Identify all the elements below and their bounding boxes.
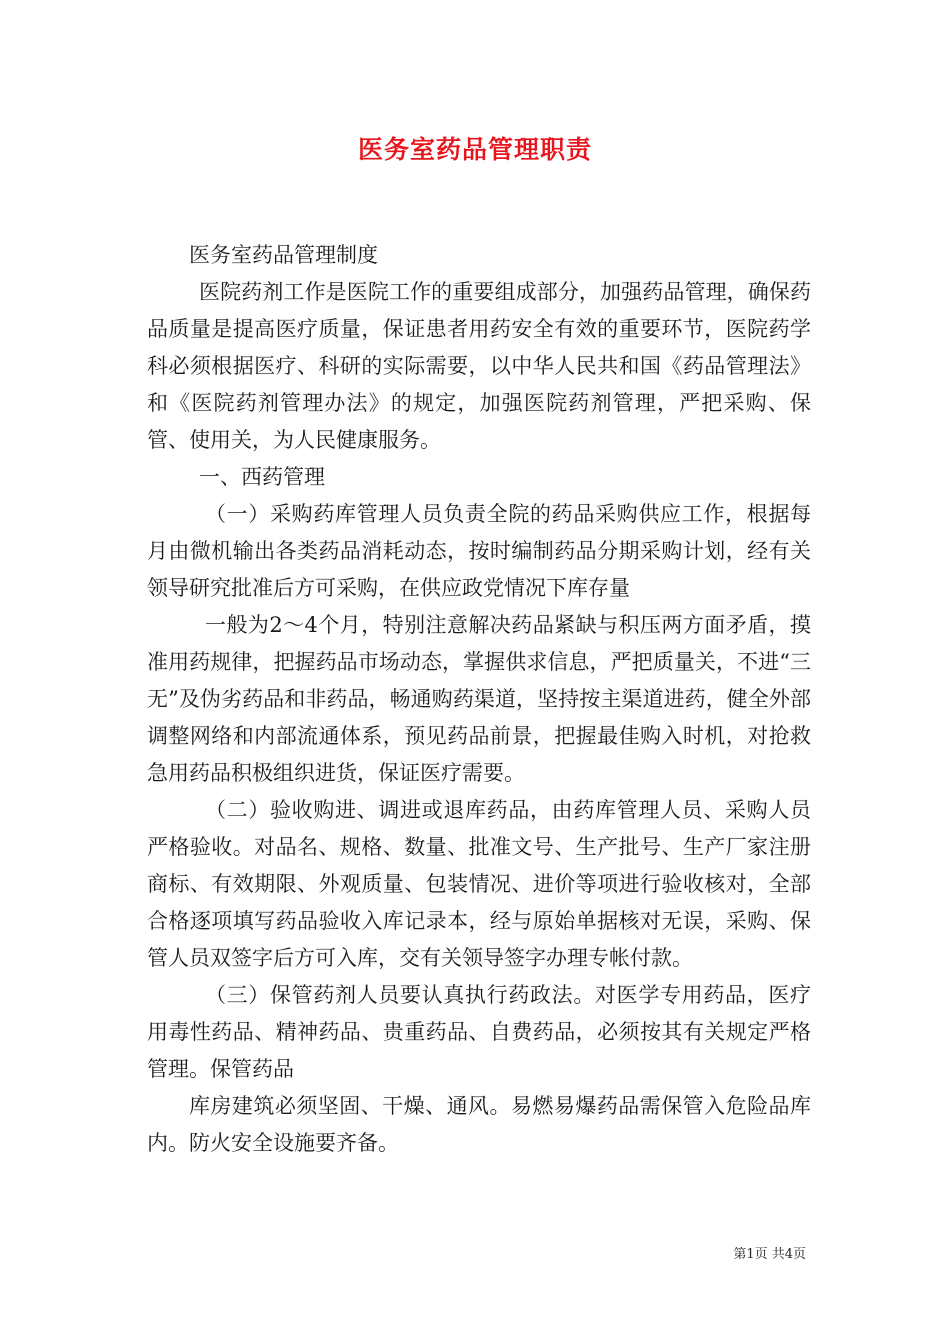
page-number: 第1页 共4页	[733, 1247, 806, 1262]
paragraph-intro: 医院药剂工作是医院工作的重要组成部分，加强药品管理，确保药品质量是提高医疗质量，保证患者用药安全有效的重要环节，医院药学科必须根据医疗、科研的实际需要，以中华人民共和国《药品管理法》和《医院药剂管理办法》的规定，加强医院药剂管理，严把采购、保管、使用关，为人民健康服务。	[147, 280, 811, 452]
document-body	[147, 237, 811, 1162]
paragraph-acceptance: （二）验收购进、调进或退库药品，由药库管理人员、采购人员严格验收。对品名、规格、数量、批准文号、生产批号、生产厂家注册商标、有效期限、外观质量、包装情况、进价等项进行验收核对，全部合格逐项填写药品验收入库记录本，经与原始单据核对无误，采购、保管人员双签字后方可入库，交有关领导签字办理专帐付款。	[147, 798, 811, 970]
paragraph-procurement: （一）采购药库管理人员负责全院的药品采购供应工作，根据每月由微机输出各类药品消耗动态，按时编制药品分期采购计划，经有关领导研究批准后方可采购，在供应政党情况下库存量	[147, 502, 811, 600]
section-heading: 医务室药品管理制度	[189, 243, 378, 267]
section-western-medicine: 一、西药管理	[199, 465, 325, 489]
paragraph-warehouse: 库房建筑必须坚固、干燥、通风。易燃易爆药品需保管入危险品库内。防火安全设施要齐备。	[147, 1094, 811, 1155]
paragraph-storage: （三）保管药剂人员要认真执行药政法。对医学专用药品，医疗用毒性药品、精神药品、贵重药品、自费药品，必须按其有关规定严格管理。保管药品	[147, 983, 811, 1081]
document-title: 医务室药品管理职责	[357, 135, 592, 164]
paragraph-stock-level: 一般为2～4个月，特别注意解决药品紧缺与积压两方面矛盾，摸准用药规律，把握药品市场动态，掌握供求信息，严把质量关，不进“三无”及伪劣药品和非药品，畅通购药渠道，坚持按主渠道进药，健全外部调整网络和内部流通体系，预见药品前景，把握最佳购入时机，对抢救急用药品积极组织进货，保证医疗需要。	[147, 613, 811, 785]
